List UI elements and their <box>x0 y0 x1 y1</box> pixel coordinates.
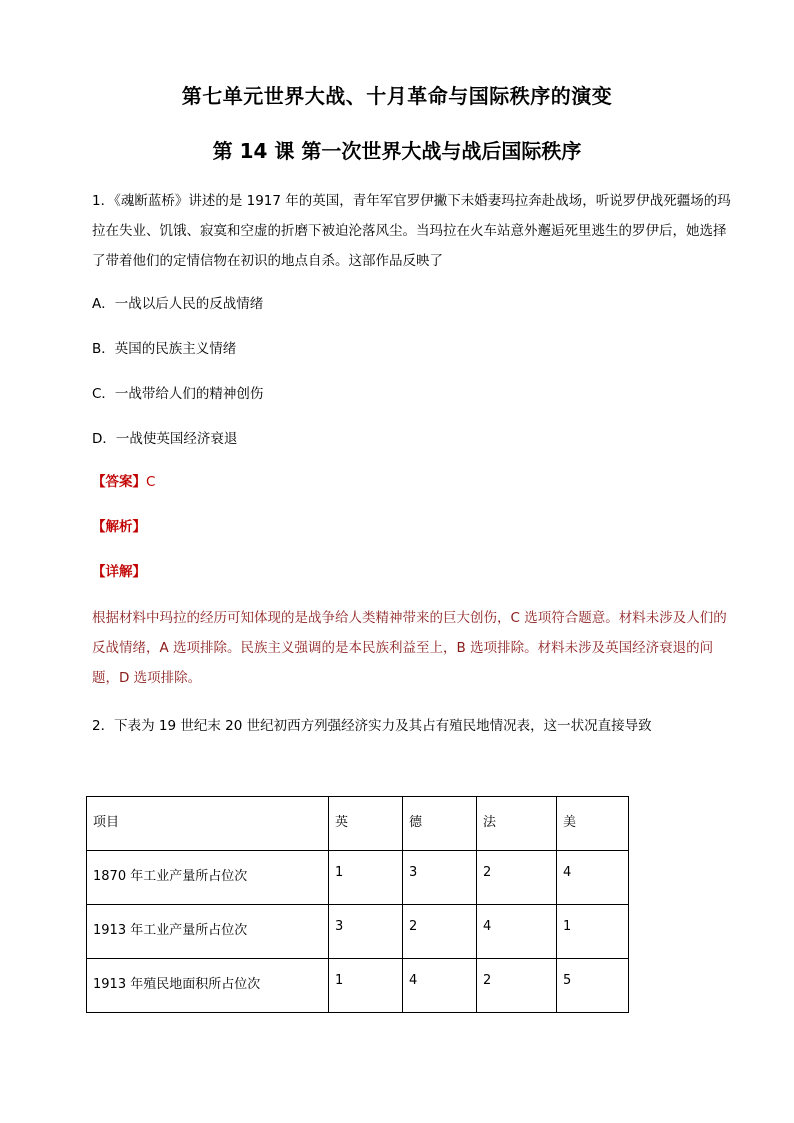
question-1-option-c: C．一战带给人们的精神创伤 <box>92 386 264 402</box>
table-cell: 1 <box>557 905 629 959</box>
question-1-option-a: A．一战以后人民的反战情绪 <box>92 296 264 312</box>
table-cell: 1913 年殖民地面积所占位次 <box>87 959 329 1013</box>
table-cell: 4 <box>477 905 557 959</box>
table-cell: 1913 年工业产量所占位次 <box>87 905 329 959</box>
analysis-label: 【解析】 <box>92 519 146 535</box>
table-header-cell: 英 <box>329 797 403 851</box>
table-header-cell: 项目 <box>87 797 329 851</box>
lesson-title: 第 14 课 第一次世界大战与战后国际秩序 <box>212 139 582 163</box>
table-cell: 1 <box>329 851 403 905</box>
table-cell: 4 <box>403 959 477 1013</box>
table-header-cell: 法 <box>477 797 557 851</box>
table-header-cell: 美 <box>557 797 629 851</box>
economic-ranking-table <box>86 796 629 1013</box>
table-row <box>87 905 629 959</box>
table-row <box>87 959 629 1013</box>
question-2-stem: 2．下表为 19 世纪末 20 世纪初西方列强经济实力及其占有殖民地情况表，这一状况直接导致 <box>92 718 652 734</box>
question-1-option-b: B．英国的民族主义情绪 <box>92 341 237 357</box>
question-1-option-d: D．一战使英国经济衰退 <box>92 431 238 447</box>
table-header-cell: 德 <box>403 797 477 851</box>
table-cell: 2 <box>403 905 477 959</box>
table-cell: 4 <box>557 851 629 905</box>
table-cell: 5 <box>557 959 629 1013</box>
table-row <box>87 851 629 905</box>
table-cell: 1870 年工业产量所占位次 <box>87 851 329 905</box>
table-cell: 2 <box>477 959 557 1013</box>
unit-title: 第七单元世界大战、十月革命与国际秩序的演变 <box>181 84 613 108</box>
table-cell: 1 <box>329 959 403 1013</box>
answer-line <box>92 472 155 492</box>
detail-label: 【详解】 <box>92 564 146 580</box>
table-cell: 3 <box>329 905 403 959</box>
table-header-row <box>87 797 629 851</box>
question-1-stem: 1．《魂断蓝桥》讲述的是 1917 年的英国，青年军官罗伊撇下未婚妻玛拉奔赴战场，听说罗伊战死疆场的玛拉在失业、饥饿、寂寞和空虚的折磨下被迫沦落风尘。当玛拉在火车站意外邂逅死里逃生的罗伊后，她选择了带着他们的定情信物在初识的地点自杀。这部作品反映了 <box>92 193 731 269</box>
answer-label: 【答案】 <box>92 474 146 490</box>
table-cell: 2 <box>477 851 557 905</box>
detail-explanation: 根据材料中玛拉的经历可知体现的是战争给人类精神带来的巨大创伤，C 选项符合题意。材料未涉及人们的反战情绪，A 选项排除。民族主义强调的是本民族利益至上，B 选项排除。材料未涉及英国经济衰退的问题，D 选项排除。 <box>92 610 727 686</box>
answer-value: C <box>146 474 156 490</box>
table-cell: 3 <box>403 851 477 905</box>
